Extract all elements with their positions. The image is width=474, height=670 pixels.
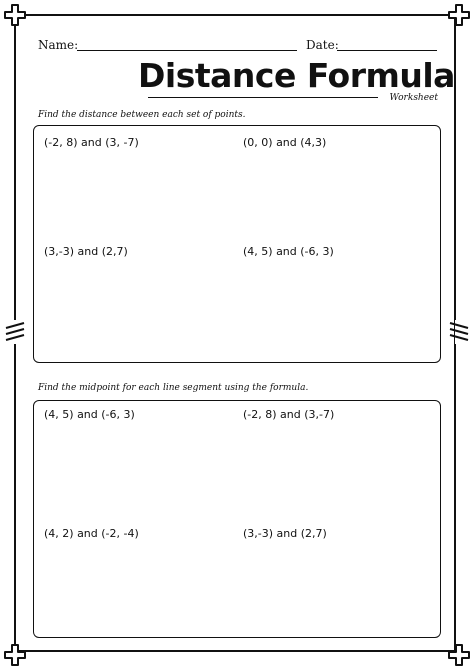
distance-problem: (-2, 8) and (3, -7) xyxy=(44,136,139,149)
cross-icon xyxy=(3,643,27,667)
distance-instruction: Find the distance between each set of points. xyxy=(38,110,246,120)
cross-icon xyxy=(447,643,471,667)
cross-icon xyxy=(3,3,27,27)
date-field-line[interactable] xyxy=(337,50,437,51)
midpoint-instruction: Find the midpoint for each line segment using the formula. xyxy=(38,383,309,393)
distance-problem: (4, 5) and (-6, 3) xyxy=(243,245,334,258)
midpoint-answer-box[interactable] xyxy=(33,400,441,638)
midpoint-problem: (-2, 8) and (3,-7) xyxy=(243,408,335,421)
distance-answer-box[interactable] xyxy=(33,125,441,363)
title-underline xyxy=(148,97,378,98)
page-title: Distance Formula xyxy=(138,56,455,95)
cross-icon xyxy=(447,3,471,27)
name-field-line[interactable] xyxy=(77,50,297,51)
distance-problem: (3,-3) and (2,7) xyxy=(44,245,128,258)
distance-problem: (0, 0) and (4,3) xyxy=(243,136,327,149)
slash-break-icon xyxy=(448,318,470,346)
page-subtitle: Worksheet xyxy=(389,93,438,103)
slash-break-icon xyxy=(4,318,26,346)
midpoint-problem: (4, 2) and (-2, -4) xyxy=(44,527,139,540)
midpoint-problem: (3,-3) and (2,7) xyxy=(243,527,327,540)
name-label: Name: xyxy=(38,38,79,52)
date-label: Date: xyxy=(306,38,339,52)
midpoint-problem: (4, 5) and (-6, 3) xyxy=(44,408,135,421)
